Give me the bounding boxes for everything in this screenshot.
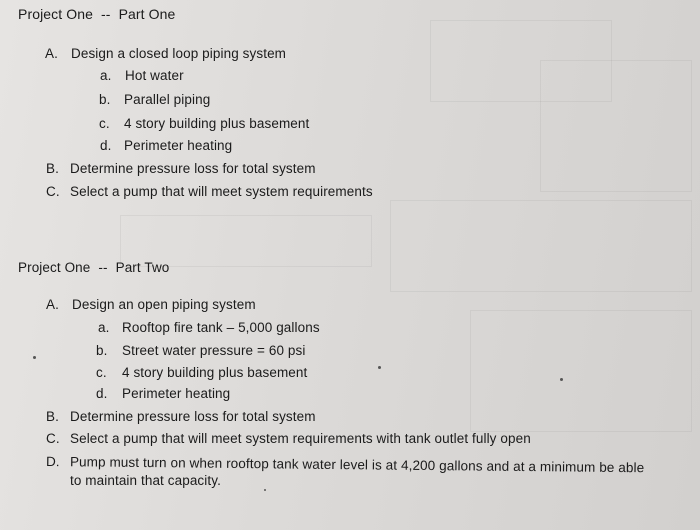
item-text: Determine pressure loss for total system (70, 161, 316, 176)
item-text: Design an open piping system (72, 297, 256, 312)
item-marker: C. (46, 431, 60, 446)
bleed-through-grid (430, 20, 612, 102)
list-item (46, 431, 531, 446)
speck (560, 378, 563, 381)
title-dash: -- (101, 6, 111, 22)
item-text: Design a closed loop piping system (71, 46, 287, 61)
item-marker: A. (46, 297, 59, 312)
item-marker: B. (46, 161, 59, 176)
title-part: Part Two (115, 260, 170, 275)
item-marker: a. (98, 320, 110, 335)
item-marker: D. (45, 454, 60, 470)
item-marker: d. (96, 386, 108, 401)
part-two-title (18, 260, 169, 275)
item-text: Hot water (125, 68, 184, 83)
list-item (46, 297, 256, 312)
item-text: Select a pump that will meet system requirements with tank outlet fully open (70, 431, 531, 446)
item-text: Select a pump that will meet system requirements (70, 184, 373, 199)
item-text: Rooftop fire tank – 5,000 gallons (122, 320, 320, 335)
speck (33, 356, 36, 359)
list-item (45, 46, 286, 61)
item-marker: A. (45, 46, 58, 61)
list-item (100, 138, 232, 153)
list-item (46, 184, 373, 199)
speck (378, 366, 381, 369)
item-marker: b. (99, 92, 111, 107)
title-project: Project One (18, 260, 91, 275)
item-text: Determine pressure loss for total system (70, 409, 316, 424)
item-marker: a. (100, 68, 112, 83)
list-item (46, 409, 316, 424)
bleed-through-grid (390, 200, 692, 292)
title-project: Project One (18, 6, 94, 22)
item-marker: b. (96, 343, 108, 358)
item-marker: d. (100, 138, 112, 153)
item-marker: C. (46, 184, 60, 199)
item-marker: c. (99, 116, 110, 131)
item-text: 4 story building plus basement (122, 365, 308, 380)
list-item (96, 365, 307, 380)
list-item (98, 320, 320, 335)
item-marker: c. (96, 365, 107, 380)
item-text: Pump must turn on when rooftop tank water level is at 4,200 gallons and at a minimum be able (69, 454, 645, 476)
list-item (99, 116, 309, 131)
bleed-through-grid (470, 310, 692, 432)
speck (264, 489, 266, 491)
item-text: Parallel piping (124, 92, 211, 107)
bleed-through-grid (540, 60, 692, 192)
part-one-title (18, 6, 175, 22)
list-item-continuation (70, 473, 221, 488)
item-text: to maintain that capacity. (70, 473, 221, 488)
title-dash: -- (98, 260, 108, 275)
list-item (99, 92, 210, 107)
item-text: 4 story building plus basement (124, 116, 310, 131)
list-item (96, 343, 305, 358)
item-text: Street water pressure = 60 psi (122, 343, 306, 358)
item-marker: B. (46, 409, 59, 424)
item-text: Perimeter heating (124, 138, 233, 153)
list-item (96, 386, 230, 401)
list-item (46, 161, 316, 176)
item-text: Perimeter heating (122, 386, 231, 401)
list-item (100, 68, 184, 83)
title-part: Part One (118, 6, 176, 22)
